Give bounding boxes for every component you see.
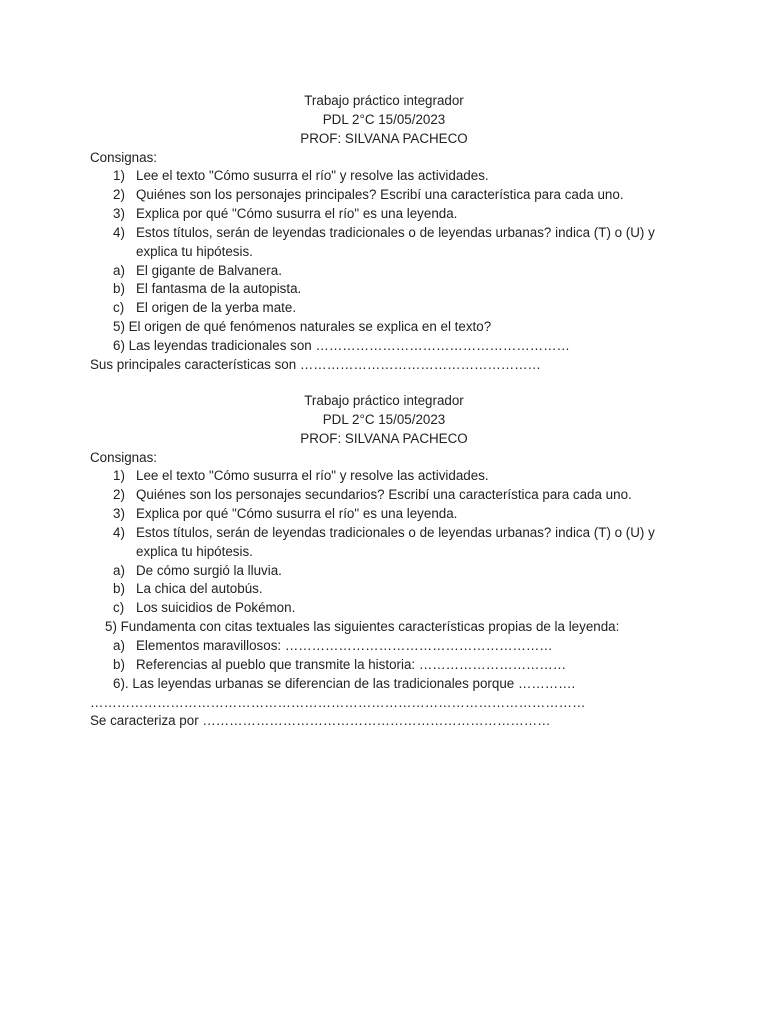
- item-marker: a): [113, 563, 125, 578]
- closing-line: Sus principales características son ………………………………………………: [90, 357, 541, 372]
- item-marker: a): [113, 638, 125, 653]
- item-text: Estos títulos, serán de leyendas tradicionales o de leyendas urbanas? indica (T) o (U) y: [136, 525, 655, 540]
- item-marker: b): [113, 657, 125, 672]
- item-text: Lee el texto "Cómo susurra el río" y resolve las actividades.: [136, 168, 489, 183]
- item-text-continued: explica tu hipótesis.: [136, 544, 253, 559]
- closing-line: Se caracteriza por ……………………………………………………………………: [90, 713, 551, 728]
- item-marker: 1): [113, 168, 125, 183]
- consignas-label: Consignas:: [90, 450, 157, 465]
- item-text: La chica del autobús.: [136, 581, 263, 596]
- doc-course-date: PDL 2°C 15/05/2023: [322, 112, 446, 127]
- item-text: Quiénes son los personajes principales? Escribí una característica para cada uno.: [136, 187, 624, 202]
- item-text: Explica por qué "Cómo susurra el río" es una leyenda.: [136, 206, 458, 221]
- item-text: Elementos maravillosos: ……………………………………………………: [136, 638, 553, 653]
- item-text: Referencias al pueblo que transmite la historia: ……………………………: [136, 657, 567, 672]
- item-marker: 3): [113, 506, 125, 521]
- doc-title: Trabajo práctico integrador: [304, 393, 464, 408]
- item-marker: b): [113, 281, 125, 296]
- item-text: Explica por qué "Cómo susurra el río" es una leyenda.: [136, 506, 458, 521]
- item-marker: b): [113, 581, 125, 596]
- question-6: 6) Las leyendas tradicionales son …………………………………………………: [113, 338, 570, 353]
- answer-dotted-line: …………………………………………………………………………………………………: [90, 695, 586, 710]
- item-marker: 2): [113, 187, 125, 202]
- item-marker: 4): [113, 525, 125, 540]
- question-5: 5) El origen de qué fenómenos naturales se explica en el texto?: [113, 319, 492, 334]
- doc-course-date: PDL 2°C 15/05/2023: [322, 412, 446, 427]
- item-text: Lee el texto "Cómo susurra el río" y resolve las actividades.: [136, 468, 489, 483]
- item-text: De cómo surgió la lluvia.: [136, 563, 282, 578]
- item-marker: c): [113, 600, 125, 615]
- item-text: Estos títulos, serán de leyendas tradicionales o de leyendas urbanas? indica (T) o (U) y: [136, 225, 655, 240]
- item-marker: a): [113, 263, 125, 278]
- item-text: El fantasma de la autopista.: [136, 281, 302, 296]
- doc-teacher: PROF: SILVANA PACHECO: [300, 131, 468, 146]
- doc-title: Trabajo práctico integrador: [304, 93, 464, 108]
- item-text: Quiénes son los personajes secundarios? Escribí una característica para cada uno.: [136, 487, 632, 502]
- item-text: Los suicidios de Pokémon.: [136, 600, 296, 615]
- question-6: 6). Las leyendas urbanas se diferencian de las tradicionales porque ………….: [113, 676, 576, 691]
- item-text: El origen de la yerba mate.: [136, 300, 297, 315]
- item-text: El gigante de Balvanera.: [136, 263, 282, 278]
- doc-teacher: PROF: SILVANA PACHECO: [300, 431, 468, 446]
- item-marker: 2): [113, 487, 125, 502]
- question-5: 5) Fundamenta con citas textuales las siguientes características propias de la leyenda:: [105, 619, 620, 634]
- item-marker: 1): [113, 468, 125, 483]
- item-marker: 3): [113, 206, 125, 221]
- item-marker: 4): [113, 225, 125, 240]
- item-marker: c): [113, 300, 125, 315]
- item-text-continued: explica tu hipótesis.: [136, 244, 253, 259]
- consignas-label: Consignas:: [90, 150, 157, 165]
